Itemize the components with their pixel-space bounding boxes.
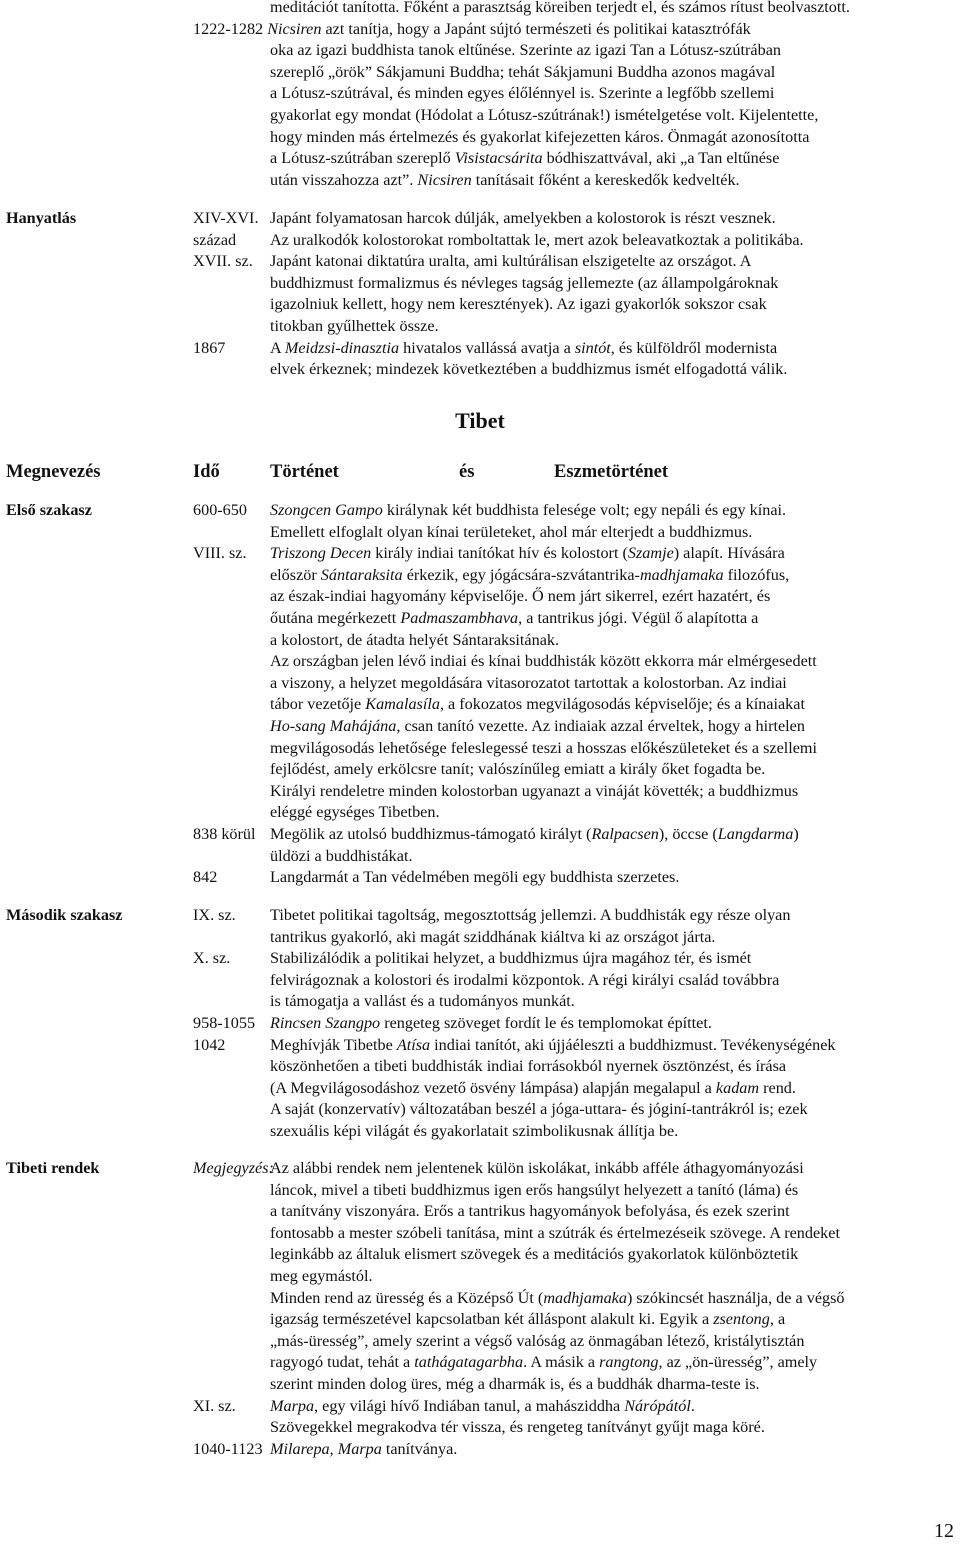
- entry-text-line: szexuális képi világát és gyakorlatait szimbolikusnak állítja be.: [270, 1122, 679, 1140]
- entry-date: század: [193, 230, 237, 249]
- entry-text-line: Triszong Decen király indiai tanítókat hív és kolostort (Szamje) alapít. Hívására: [270, 544, 785, 563]
- entry-text-line: tantrikus gyakorló, aki magát sziddhának kiáltva ki az országot járta.: [270, 927, 716, 946]
- entry-text-line: megvilágosodás lehetősége feleslegessé teszi a hosszas előkészületeket és a szellemi: [270, 738, 818, 757]
- entry-date: 958-1055: [193, 1014, 256, 1032]
- entry-text-line: Milarepa, Marpa tanítványa.: [270, 1439, 458, 1458]
- entry-text-line: Az országban jelen lévő indiai és kínai buddhisták között ekkorra már elmérgesedett: [270, 652, 817, 671]
- top-text-line: a Lótusz-szútrával, és minden egyes élőlénnyel is. Szerinte a legfőbb szellemi: [270, 84, 775, 103]
- entry-text-line: leginkább az általuk elismert szövegek és a meditációs gyakorlatok különböztetik: [270, 1245, 799, 1264]
- section-label: Második szakasz: [6, 906, 123, 924]
- entry-text-line: buddhizmust formalizmus és névleges tagság jellemezte (az állampolgároknak: [270, 273, 779, 292]
- header-megnevezes: Megnevezés: [6, 462, 101, 482]
- entry-text-line: Megölik az utolsó buddhizmus-támogató királyt (Ralpacsen), öccse (Langdarma): [270, 825, 799, 843]
- entry-text-line: igazság természetével kapcsolatban két álláspont alakult ki. Egyik a zsentong, a: [270, 1310, 786, 1329]
- entry-text-line: a tanítvány viszonyára. Erős a tantrikus hagyományok befolyása, és ezek szerint: [270, 1202, 790, 1221]
- section-label: Első szakasz: [6, 501, 92, 519]
- header-es: és: [459, 462, 475, 482]
- entry-text-line: Szövegekkel megrakodva tér vissza, és rengeteg tanítványt gyűjt maga köré.: [270, 1418, 765, 1437]
- section-label: Tibeti rendek: [6, 1159, 100, 1177]
- entry-text-line: köszönhetően a tibeti buddhisták indiai forrásokból nyernek ösztönzést, és írása: [270, 1057, 787, 1076]
- entry-date: XI. sz.: [193, 1396, 236, 1415]
- entry-date: XVII. sz.: [193, 252, 253, 271]
- top-text-line: oka az igazi buddhista tanok eltűnése. Szerinte az igazi Tan a Lótusz-szútrában: [270, 41, 781, 60]
- entry-text-line: (A Megvilágosodáshoz vezető ösvény lámpása) alapján megalapul a kadam rend.: [270, 1078, 796, 1097]
- entry-text-line: a viszony, a helyzet megoldására vitasorozatot tartottak a kolostorban. Az indiai: [270, 673, 787, 692]
- entry-date: 838 körül: [193, 825, 256, 843]
- entry-text-line: Japánt folyamatosan harcok dúlják, amelyekben a kolostorok is részt vesznek.: [270, 209, 776, 227]
- top-text-line: 1222-1282 Nicsiren azt tanítja, hogy a Japánt sújtó természeti és politikai katasztrófák: [193, 19, 751, 38]
- entry-text-line: szerint minden dolog üres, még a dharmák is, és a buddhák dharma-teste is.: [270, 1375, 760, 1393]
- entry-text-line: igazolniuk kellett, hogy nem keresztények). Az igazi gyakorlók sokszor csak: [270, 295, 767, 314]
- entry-text-line: titokban gyűlhettek össze.: [270, 317, 439, 335]
- entry-text-line: A saját (konzervatív) változatában beszél a jóga-uttara- és jóginí-tantrákról is; ezek: [270, 1100, 808, 1119]
- top-text-line: a Lótusz-szútrában szereplő Visistacsárita bódhiszattvával, aki „a Tan eltűnése: [270, 149, 780, 168]
- entry-text-line: Langdarmát a Tan védelmében megöli egy buddhista szerzetes.: [270, 868, 680, 887]
- entry-text-line: elvek érkeznek; mindezek következtében a buddhizmus ismét elfogadottá válik.: [270, 360, 788, 379]
- section-label: Hanyatlás: [6, 209, 77, 227]
- entry-date: VIII. sz.: [193, 544, 247, 563]
- entry-text-line: fejlődést, amely erkölcsre tanít; valószínűleg emiatt a király őket fogadta be.: [270, 760, 766, 779]
- entry-text-line: először Sántaraksita érkezik, egy jógácsára-szvátantrika-madhjamaka filozófus,: [270, 565, 790, 584]
- entry-text-line: a kolostort, de átadta helyét Sántaraksitának.: [270, 630, 560, 649]
- entry-date: Megjegyzés:: [193, 1159, 274, 1177]
- entry-text-line: „más-üresség”, amely szerint a végső valóság az önmagában létező, kristálytisztán: [270, 1331, 805, 1350]
- entry-text-line: is támogatja a vallást és a tudományos munkát.: [270, 992, 575, 1011]
- entry-text-line: Az uralkodók kolostorokat romboltattak le, mert azok beleavatkoztak a politikába.: [270, 230, 804, 249]
- header-ido: Idő: [193, 462, 220, 482]
- header-eszmetortenet: Eszmetörténet: [554, 462, 669, 482]
- entry-text-line: Meghívják Tibetbe Atísa indiai tanítót, aki újjáéleszti a buddhizmust. Tevékenységének: [270, 1035, 836, 1054]
- entry-text-line: fontosabb a mester szóbeli tanítása, mint a szútrák és értelmezéseik szövege. A rendeket: [270, 1223, 840, 1242]
- header-tortenet: Történet: [270, 462, 339, 482]
- top-text-line: után visszahozza azt”. Nicsiren tanításait főként a kereskedők kedvelték.: [270, 170, 740, 189]
- entry-text-line: láncok, mivel a tibeti buddhizmus igen erős hangsúlyt helyezett a tanító (láma) és: [270, 1180, 799, 1199]
- entry-text-line: az észak-indiai hagyomány képviselője. Ő nem járt sikerrel, ezért hazatért, és: [270, 587, 771, 606]
- entry-text-line: Minden rend az üresség és a Középső Út (madhjamaka) szókincsét használja, de a végső: [270, 1288, 845, 1307]
- section-title: Tibet: [455, 408, 505, 433]
- entry-text-line: Emellett elfoglalt olyan kínai területeket, ahol már elterjedt a buddhizmus.: [270, 522, 753, 541]
- entry-text-line: Japánt katonai diktatúra uralta, ami kultúrálisan elszigetelte az országot. A: [270, 252, 752, 271]
- entry-text-line: őutána megérkezett Padmaszambhava, a tantrikus jógi. Végül ő alapította a: [270, 609, 759, 627]
- entry-date: IX. sz.: [193, 906, 236, 924]
- top-text-line: gyakorlat egy mondat (Hódolat a Lótusz-szútrának!) ismételgetése volt. Kijelentette,: [270, 106, 819, 124]
- entry-text-line: Az alábbi rendek nem jelentenek külön iskolákat, inkább afféle áthagyományozási: [270, 1159, 804, 1177]
- entry-text-line: Stabilizálódik a politikai helyzet, a buddhizmus újra magához tér, és ismét: [270, 949, 752, 968]
- entry-date: XIV-XVI.: [193, 209, 259, 227]
- top-text-line: szereplő „örök” Sákjamuni Buddha; tehát Sákjamuni Buddha azonos magával: [270, 62, 776, 81]
- entry-text-line: tábor vezetője Kamalasíla, a fokozatos megvilágosodás képviselője; és a kínaiakat: [270, 695, 805, 714]
- entry-text-line: Szongcen Gampo királynak két buddhista felesége volt; egy nepáli és egy kínai.: [270, 501, 787, 519]
- entry-text-line: Marpa, egy világi hívő Indiában tanul, a mahásziddha Nárópától.: [270, 1396, 695, 1415]
- entry-date: X. sz.: [193, 949, 231, 968]
- top-text-line: meditációt tanította. Főként a parasztság köreiben terjedt el, és számos rítust beolvasztott.: [270, 0, 850, 16]
- entry-date: 1867: [193, 338, 226, 357]
- entry-text-line: Ho-sang Mahájána, csan tanító vezette. Az indiaiak azzal érveltek, hogy a hirtelen: [270, 717, 805, 735]
- top-text-line: hogy minden más értelmezés és gyakorlat kifejezetten káros. Önmagát azonosította: [270, 127, 810, 146]
- entry-text-line: Rincsen Szangpo rengeteg szöveget fordít le és templomokat építtet.: [270, 1014, 712, 1032]
- entry-text-line: A Meidzsi-dinasztia hivatalos vallássá avatja a sintót, és külföldről modernista: [270, 338, 778, 357]
- page-number: 12: [934, 1520, 954, 1542]
- entry-text-line: Tibetet politikai tagoltság, megosztottság jellemzi. A buddhisták egy része olyan: [270, 906, 791, 924]
- entry-date: 1040-1123: [193, 1439, 263, 1458]
- entry-text-line: eléggé egységes Tibetben.: [270, 803, 440, 822]
- entry-text-line: üldözi a buddhistákat.: [270, 846, 413, 865]
- entry-text-line: felvirágoznak a kolostori és irodalmi központok. A régi királyi család továbbra: [270, 970, 780, 989]
- entry-date: 842: [193, 868, 218, 887]
- entry-date: 600-650: [193, 501, 247, 519]
- entry-text-line: Királyi rendeletre minden kolostorban ugyanazt a vináját követték; a buddhizmus: [270, 781, 799, 800]
- entry-text-line: meg egymástól.: [270, 1267, 373, 1285]
- entry-text-line: ragyogó tudat, tehát a tathágatagarbha. A másik a rangtong, az „ön-üresség”, amely: [270, 1353, 818, 1372]
- entry-date: 1042: [193, 1035, 226, 1054]
